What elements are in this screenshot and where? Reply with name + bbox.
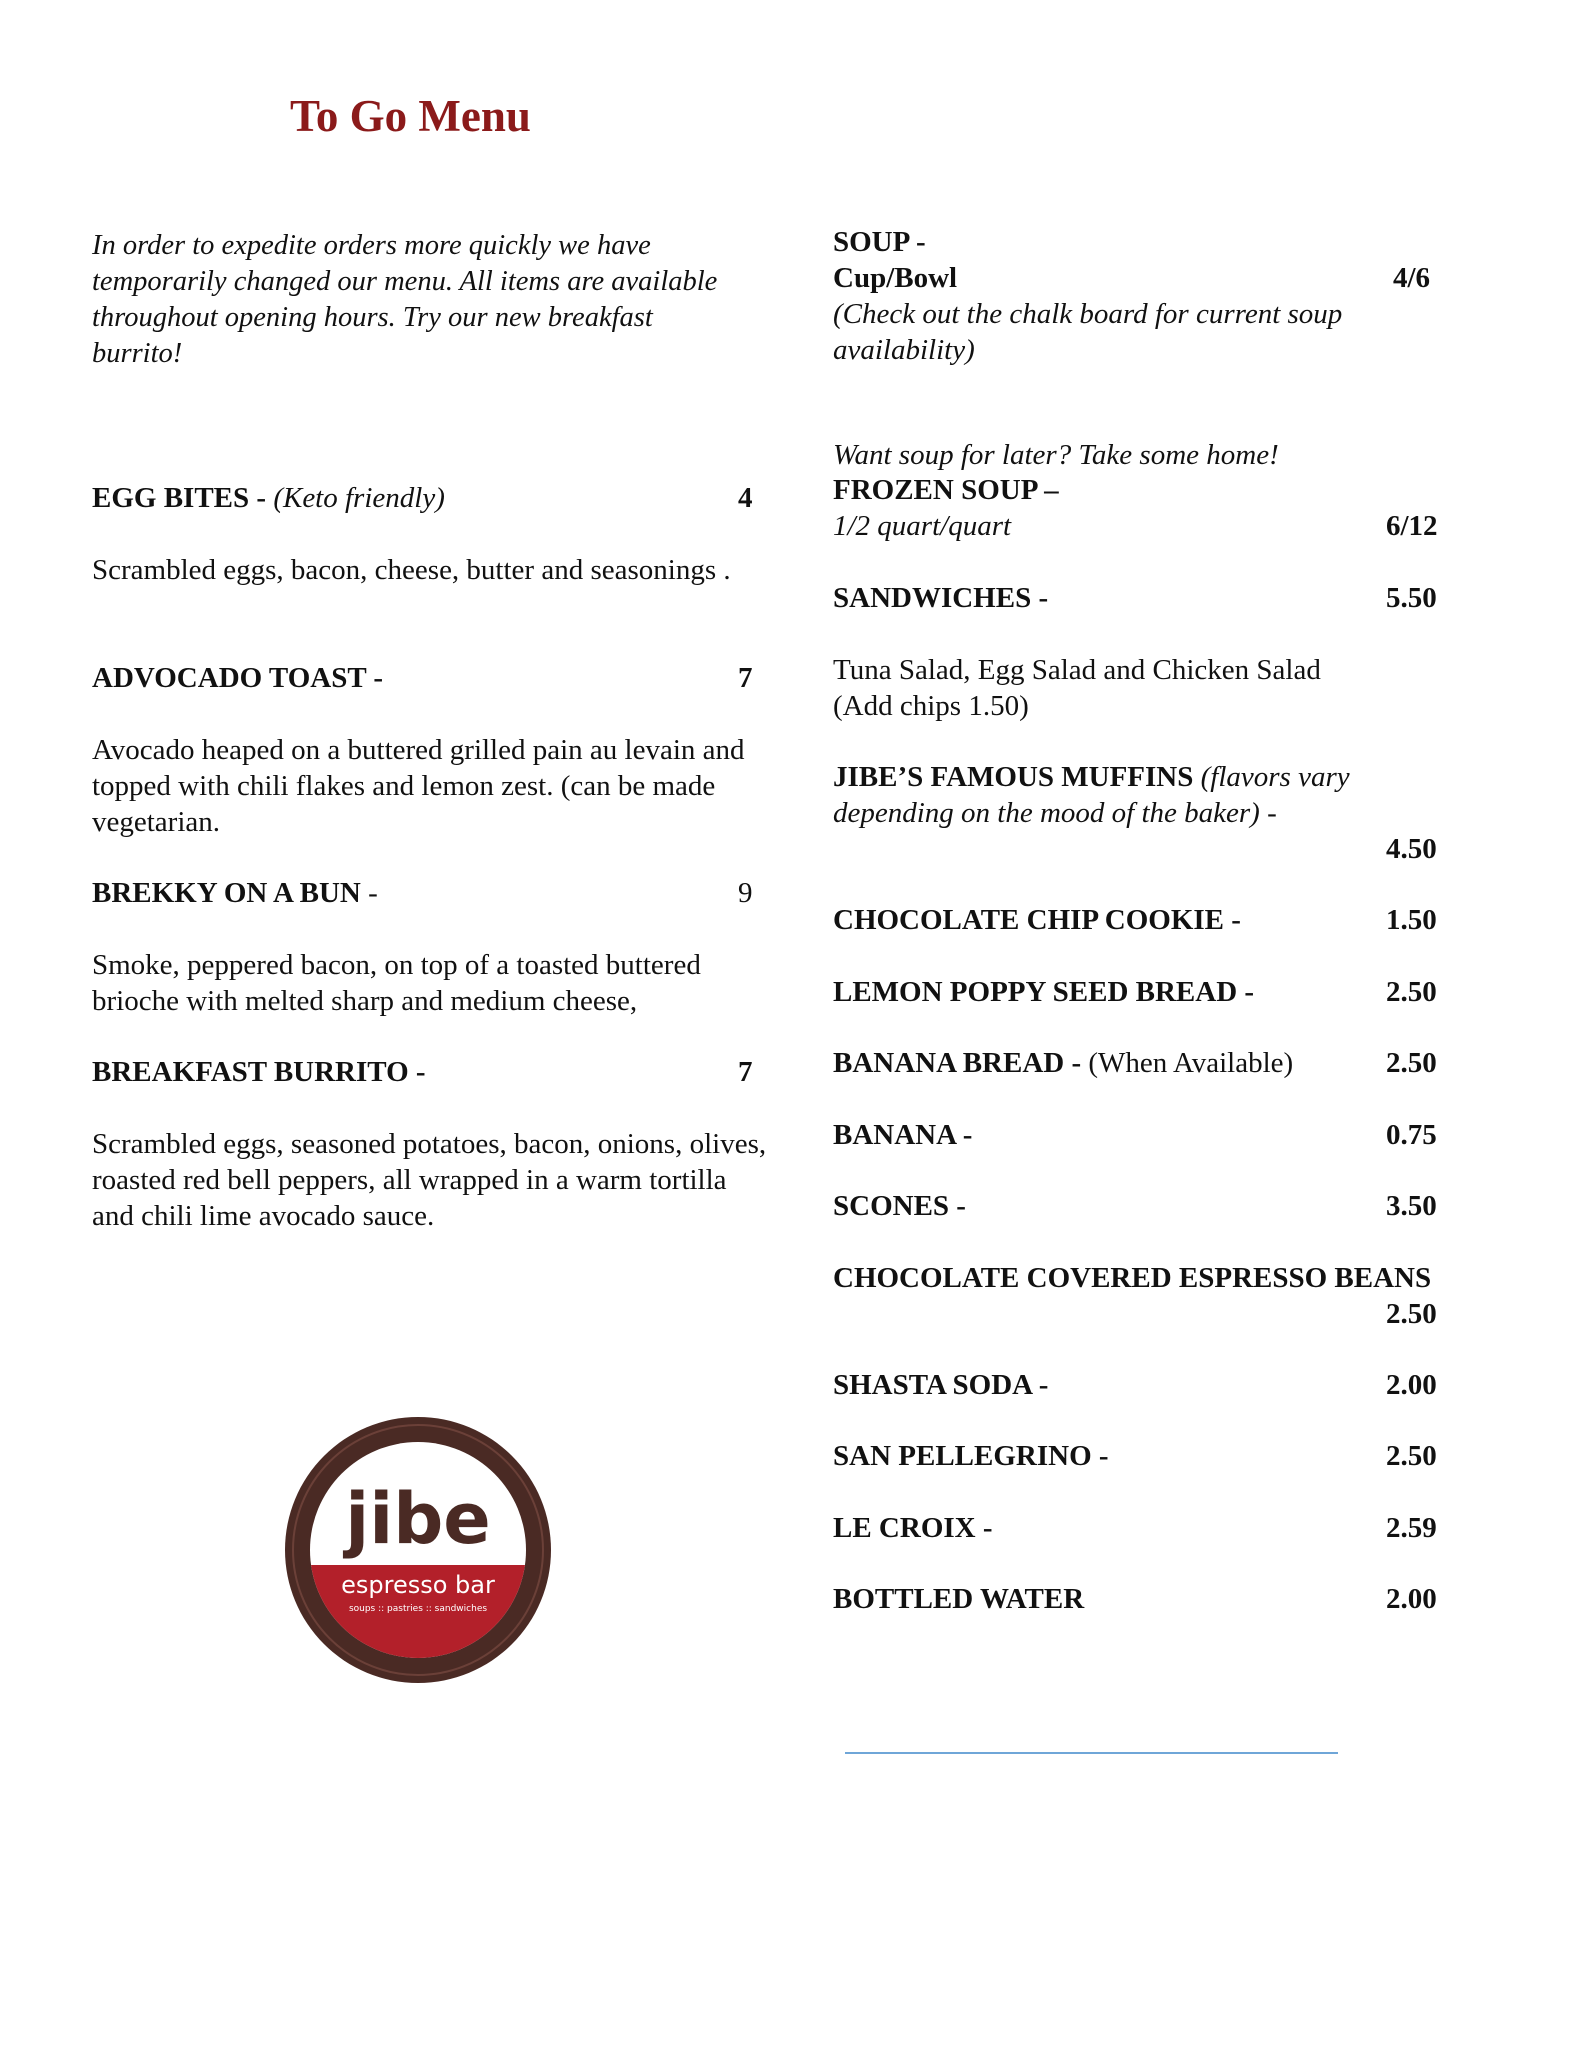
- item-price: 2.00: [1386, 1369, 1437, 1401]
- item-price: 9: [738, 877, 753, 909]
- menu-item-bottled-water: [833, 1581, 1483, 1617]
- item-name: Cup/Bowl: [833, 262, 958, 294]
- item-price: 2.59: [1386, 1512, 1437, 1544]
- item-name: SHASTA SODA -: [833, 1369, 1049, 1401]
- item-price: 2.50: [1386, 1047, 1437, 1079]
- espresso-beans-price: 2.50: [1386, 1298, 1437, 1330]
- menu-item-espresso-beans: CHOCOLATE COVERED ESPRESSO BEANS: [833, 1262, 1432, 1294]
- menu-item-cookie: [833, 902, 1483, 938]
- frozen-soup-heading: FROZEN SOUP –: [833, 474, 1059, 506]
- item-name: SCONES -: [833, 1190, 966, 1222]
- item-name: ADVOCADO TOAST -: [92, 662, 384, 694]
- soup-heading: SOUP -: [833, 226, 926, 258]
- menu-item-scones: [833, 1188, 1483, 1224]
- muffins-price: 4.50: [1386, 833, 1437, 865]
- divider-line: [845, 1752, 1338, 1754]
- item-price: 0.75: [1386, 1119, 1437, 1151]
- menu-item-banana-bread: [833, 1045, 1483, 1081]
- intro-text: In order to expedite orders more quickly we have temporarily changed our menu. All items are available throughout opening hours. Try our new breakfast burrito!: [92, 230, 718, 369]
- item-name: EGG BITES -: [92, 482, 267, 514]
- item-price: 3.50: [1386, 1190, 1437, 1222]
- item-name: BREAKFAST BURRITO -: [92, 1056, 426, 1088]
- menu-item-sandwiches: [833, 580, 1483, 616]
- item-price: 5.50: [1386, 582, 1437, 614]
- item-price: 1.50: [1386, 904, 1437, 936]
- item-description: Scrambled eggs, seasoned potatoes, bacon, onions, olives, roasted red bell peppers, all wrapped in a warm tortilla and chili lime avocado sauce.: [92, 1128, 767, 1232]
- menu-item-muffins: [833, 759, 1483, 795]
- menu-item-lemon-bread: [833, 974, 1483, 1010]
- sandwiches-addon: (Add chips 1.50): [833, 690, 1029, 722]
- menu-item-avocado-toast: [92, 660, 772, 696]
- menu-item-banana: [833, 1117, 1483, 1153]
- sandwiches-description: Tuna Salad, Egg Salad and Chicken Salad: [833, 654, 1321, 686]
- item-note: (When Available): [1081, 1047, 1294, 1079]
- item-name: SANDWICHES -: [833, 582, 1049, 614]
- item-price: 6/12: [1386, 510, 1438, 542]
- frozen-soup-tagline: Want soup for later? Take some home!: [833, 439, 1279, 471]
- page-title: To Go Menu: [290, 91, 531, 141]
- logo-brand: jibe: [345, 1478, 491, 1560]
- item-name: BANANA BREAD -: [833, 1047, 1082, 1079]
- item-suffix: -: [360, 877, 378, 909]
- item-note: (Keto friendly): [273, 482, 445, 514]
- item-name: LEMON POPPY SEED BREAD -: [833, 976, 1255, 1008]
- item-name: BOTTLED WATER: [833, 1583, 1085, 1615]
- logo-tagline: espresso bar: [341, 1571, 495, 1599]
- menu-item-le-croix: [833, 1510, 1483, 1546]
- item-name: LE CROIX -: [833, 1512, 993, 1544]
- item-description: Avocado heaped on a buttered grilled pain au levain and topped with chili flakes and lemon zest. (can be made vegetarian.: [92, 734, 745, 838]
- item-price: 7: [738, 662, 753, 694]
- item-price: 4: [738, 482, 753, 514]
- logo-sub: soups :: pastries :: sandwiches: [348, 1604, 488, 1614]
- item-name: CHOCOLATE CHIP COOKIE -: [833, 904, 1241, 936]
- menu-item-frozen-soup: [833, 508, 1483, 544]
- menu-item-san-pellegrino: [833, 1438, 1483, 1474]
- item-note: (flavors vary: [1200, 761, 1350, 793]
- item-price: 7: [738, 1056, 753, 1088]
- item-price: 2.50: [1386, 1440, 1437, 1472]
- menu-item-brekky-on-a-bun: [92, 875, 772, 911]
- menu-item-shasta-soda: [833, 1367, 1483, 1403]
- menu-item-soup: [833, 260, 1483, 296]
- item-description: Scrambled eggs, bacon, cheese, butter and seasonings .: [92, 554, 731, 586]
- item-name: JIBE’S FAMOUS MUFFINS: [833, 761, 1194, 793]
- jibe-logo: [283, 1415, 553, 1685]
- muffins-note: depending on the mood of the baker) -: [833, 797, 1277, 829]
- item-price: 4/6: [1393, 262, 1431, 294]
- item-price: 2.50: [1386, 976, 1437, 1008]
- item-price: 2.00: [1386, 1583, 1437, 1615]
- item-name: BREKKY ON A BUN: [92, 877, 361, 909]
- item-name: SAN PELLEGRINO -: [833, 1440, 1109, 1472]
- item-name: 1/2 quart/quart: [833, 510, 1012, 542]
- item-name: BANANA -: [833, 1119, 973, 1151]
- menu-item-egg-bites: [92, 480, 772, 516]
- menu-item-breakfast-burrito: [92, 1054, 772, 1090]
- soup-note: (Check out the chalk board for current soup availability): [833, 298, 1343, 366]
- item-description: Smoke, peppered bacon, on top of a toasted buttered brioche with melted sharp and medium cheese,: [92, 949, 701, 1017]
